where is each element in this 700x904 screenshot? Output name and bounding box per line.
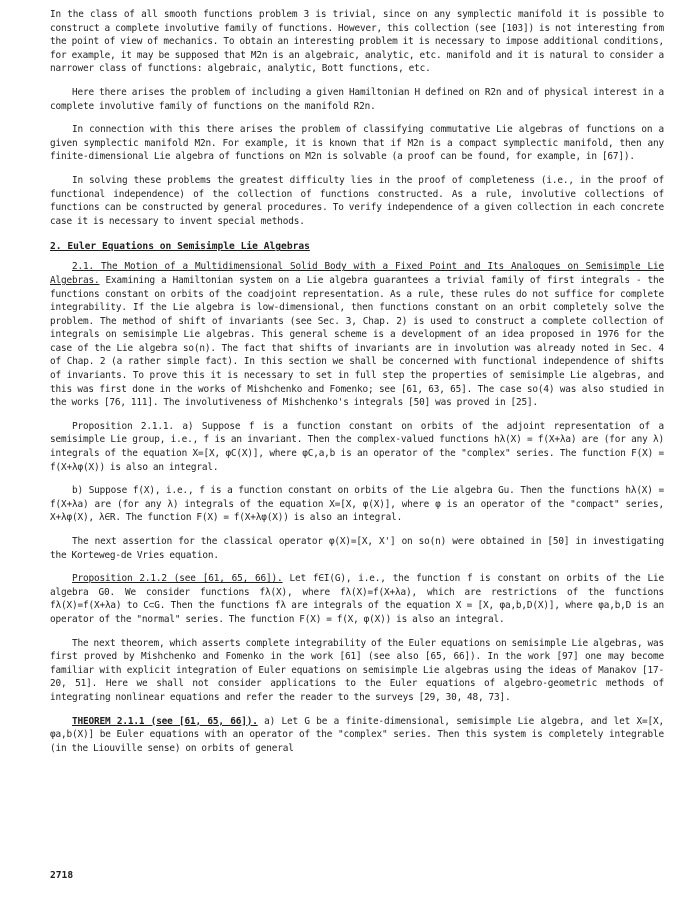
proposition-2-1-1-text: a) Suppose f is a function constant on orbits of the adjoint representation of a semisimple Lie group, i.e., f is an invariant. Then the complex-valued functions hλ(X) = f(X+λa) are (for any λ) integrals of the equation X=[X, φC(X)], where φC,a,b is an operator of the "complex" series. The function F(X) = f(X+λφ(X)) is also an integral. bbox=[50, 420, 664, 473]
paragraph-next-theorem: The next theorem, which asserts complete integrability of the Euler equations on semisimple Lie algebras, was first proved by Mishchenko and Fomenko in the work [61] (see also [65, 66]). In the work [97] one may become familiar with explicit integration of Euler equations on semisimple Lie algebras using the ideas of Manakov [17-20, 51]. Here we shall not consider applications to the Euler equations of algebro-geometric methods of integrating nonlinear equations and refer the reader to the surveys [29, 30, 48, 73]. bbox=[50, 637, 664, 703]
subsection-heading: 2.1. The Motion of a Multidimensional Solid Body with a Fixed Point and Its Analogues on Semisimple Lie Algebras. bbox=[50, 261, 664, 286]
theorem-2-1-1 bbox=[50, 715, 664, 756]
proposition-2-1-2 bbox=[50, 572, 664, 626]
page-number: 2718 bbox=[50, 870, 74, 881]
paragraph-solid-body bbox=[50, 260, 664, 410]
theorem-2-1-1-text: a) Let G be a finite-dimensional, semisimple Lie algebra, and let X=[X, φa,b(X)] be Euler equations with an operator of the "complex" series. Then this system is completely integrable (in the Liouville sense) on orbits of general bbox=[50, 715, 664, 754]
proposition-2-1-2-label: Proposition 2.1.2 (see [61, 65, 66]). bbox=[72, 573, 283, 585]
paragraph-commutative-lie-algebras: In connection with this there arises the problem of classifying commutative Lie algebras of functions on a given symplectic manifold M2n. For example, it is known that if M2n is a compact symplectic manifold, then any finite-dimensional Lie algebra of functions on M2n is solvable (a proof can be found, for example, in [67]). bbox=[50, 124, 664, 163]
paragraph-solid-body-text: Examining a Hamiltonian system on a Lie algebra guarantees a trivial family of first integrals - the functions constant on orbits of the coadjoint representation. As a rule, these rules do not suffice for complete integrability. If the Lie algebra is low-dimensional, then functions constant on an orbit completely solve the problem. The method of shift of invariants (see Sec. 3, Chap. 2) is used to construct a complete collection of integrals on semisimple Lie algebras. This general scheme is a development of an idea proposed in 1976 for the case of the Lie algebra so(n). The fact that shifts of invariants are in involution was already noted in Sec. 4 of Chap. 2 (a rather simple fact). In this section we shall be concerned with functional independence of shifts of invariants. To prove this it is necessary to set in full step the properties of semisimple Lie algebras, and this was first done in the works of Mishchenko and Fomenko; see [61, 63, 65]. The case so(4) was also studied in the works [76, 111]. The involutiveness of Mishchenko's integrals [50] was proved in [25]. bbox=[50, 274, 664, 409]
paragraph-korteweg: The next assertion for the classical operator φ(X)=[X, X'] on so(n) were obtained in [50] in investigating the Korteweg-de Vries equation. bbox=[50, 536, 664, 561]
paragraph-completeness: In solving these problems the greatest difficulty lies in the proof of completeness (i.e., in the proof of functional independence) of the collection of functions constructed. As a rule, involutive collections of functions can be constructed by general procedures. To verify independence of a given collection in each concrete case it is necessary to invent special methods. bbox=[50, 174, 664, 227]
paragraph-hamiltonian-problem: Here there arises the problem of including a given Hamiltonian H defined on R2n and of physical interest in a complete involutive family of functions on the manifold R2n. bbox=[50, 86, 664, 112]
theorem-2-1-1-label: THEOREM 2.1.1 (see [61, 65, 66]). bbox=[72, 715, 258, 727]
proposition-2-1-2-text: Let f∈I(G), i.e., the function f is constant on orbits of the Lie algebra G0. We consider functions fλ(X), where fλ(X)=f(X+λa), which are restrictions of the functions fλ(X)=f(X+λa) to C⊂G. Then the functions fλ are integrals of the equation X = [X, φa,b,D(X)], where φa,b,D is an operator of the "normal" series. The function F(X) = f(X, φ(X)) is also an integral. bbox=[50, 573, 664, 625]
section-heading: 2. Euler Equations on Semisimple Lie Algebras bbox=[50, 241, 310, 253]
proposition-2-1-1-part-b: b) Suppose f(X), i.e., f is a function constant on orbits of the Lie algebra Gu. Then the functions hλ(X) = f(X+λa) are (for any λ) integrals of the equation X=[X, φ(X)], where φ is an operator of the "compact" series, X+λφ(X), λ∈R. The function F(X) = f(X+λφ(X)) is also an integral. bbox=[50, 485, 664, 524]
paragraph-smooth-functions: In the class of all smooth functions problem 3 is trivial, since on any symplectic manifold it is possible to construct a complete involutive family of functions. However, this collection (see [103]) is not interesting from the point of view of mechanics. To obtain an interesting problem it is necessary to impose additional conditions, for example, it may be supposed that M2n is an algebraic, analytic, etc. manifold and it is natural to consider a narrower class of functions: algebraic, analytic, Bott functions, etc. bbox=[50, 9, 664, 75]
proposition-2-1-1-label: Proposition 2.1.1. bbox=[72, 420, 174, 432]
proposition-2-1-1 bbox=[50, 420, 664, 474]
